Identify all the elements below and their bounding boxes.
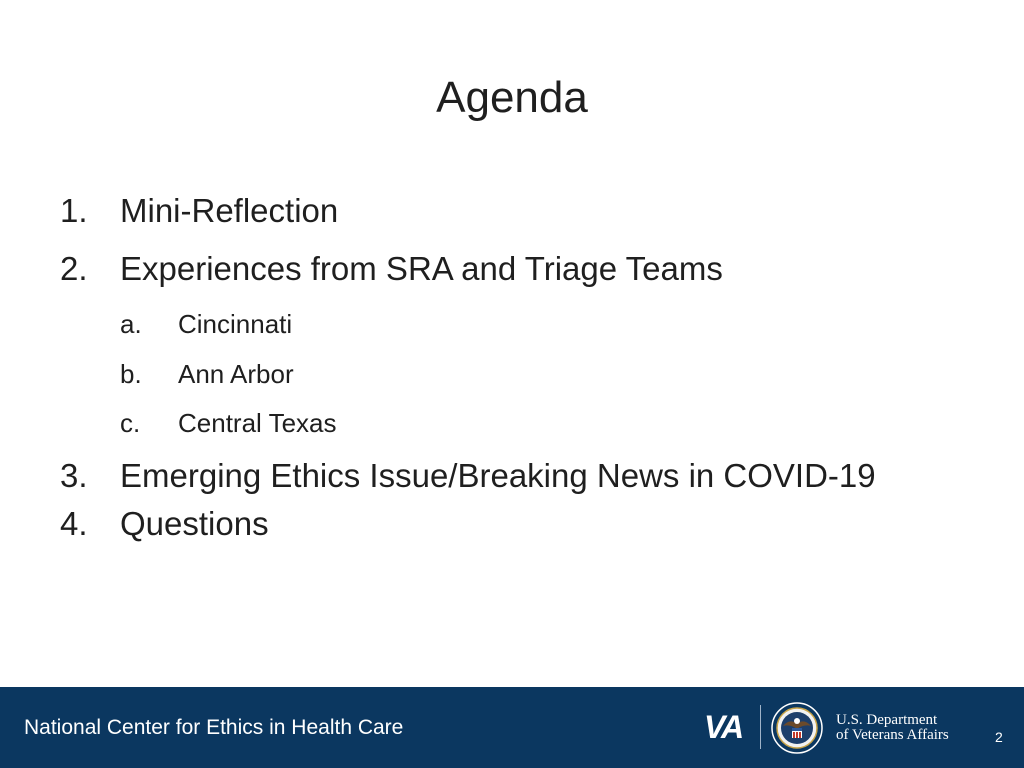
department-line-2: of Veterans Affairs: [836, 727, 949, 743]
agenda-item-number: 3.: [60, 457, 88, 494]
agenda-item-text: Mini-Reflection: [120, 192, 339, 229]
agenda-item-text: Experiences from SRA and Triage Teams: [120, 250, 723, 287]
va-logo-letters: VA: [704, 709, 743, 745]
agenda-item-number: 1.: [60, 192, 88, 229]
slide-title: Agenda: [436, 73, 588, 122]
agenda-item-number: 2.: [60, 250, 88, 287]
page-number: 2: [995, 729, 1003, 745]
logo-divider: [760, 705, 761, 749]
footer-bar: [0, 687, 1024, 768]
agenda-item-number: 4.: [60, 505, 88, 542]
department-name: [836, 713, 949, 743]
va-seal-icon: [771, 702, 823, 754]
agenda-subitem-letter: c.: [120, 408, 141, 438]
agenda-subitem-text: Central Texas: [178, 408, 337, 438]
agenda-item-text: Questions: [120, 505, 269, 542]
agenda-subitem-letter: a.: [120, 309, 142, 339]
agenda-item-text: Emerging Ethics Issue/Breaking News in COVID-19: [120, 457, 876, 494]
footer-org-name: National Center for Ethics in Health Care: [24, 716, 404, 739]
agenda-subitem-text: Cincinnati: [178, 309, 293, 339]
department-line-1: U.S. Department: [836, 712, 938, 728]
agenda-subitem-letter: b.: [120, 359, 142, 389]
agenda-subitem-text: Ann Arbor: [178, 359, 294, 389]
